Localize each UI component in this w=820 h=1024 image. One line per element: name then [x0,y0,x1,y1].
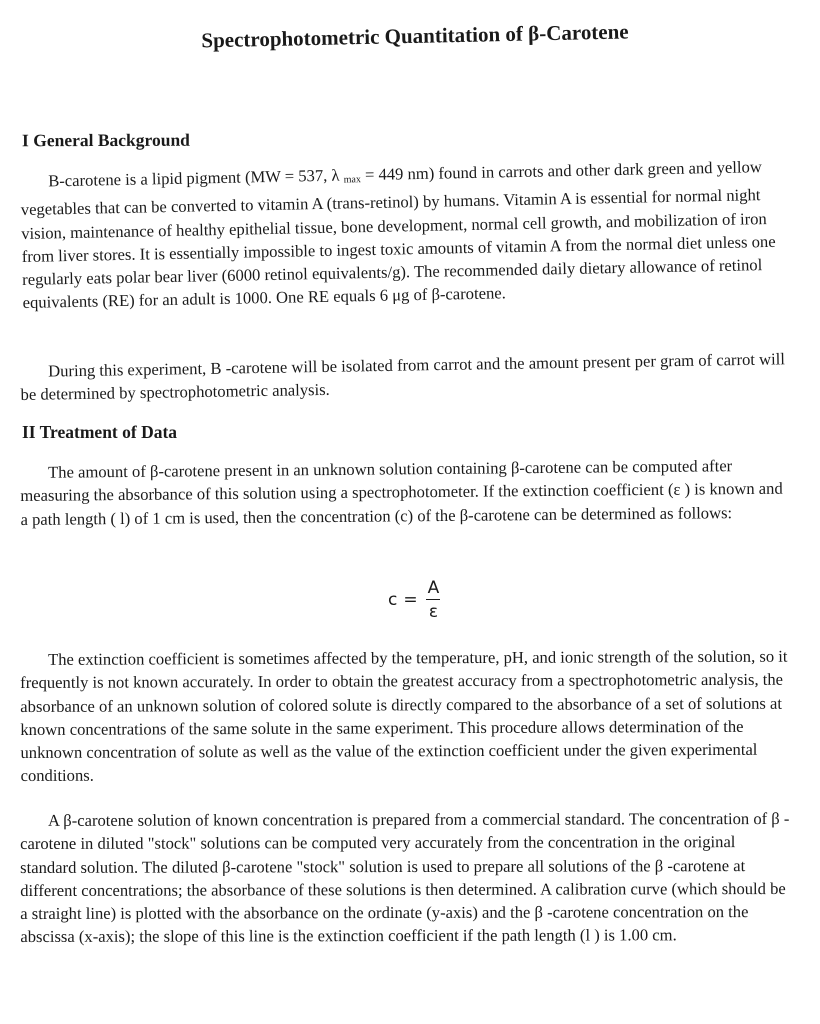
paragraph-background-intro [20,155,793,315]
paragraph-calibration-curve: A β-carotene solution of known concentration is prepared from a commercial standard. The concentration of β -carotene in diluted "stock" solutions can be computed very accurately from the concentration in the original standard solution. The diluted β-carotene "stock" solution is used to prepare all solutions of the β -carotene at different concentrations; the absorbance of these solutions is then determined. A calibration curve (which should be a straight line) is plotted with the absorbance on the ordinate (y-axis) and the β -carotene concentration on the abscissa (x-axis); the slope of this line is the extinction coefficient if the path length (l ) is 1.00 cm. [20,808,790,947]
paragraph-concentration-method: The amount of β-carotene present in an unknown solution containing β-carotene can be computed after measuring the absorbance of this solution using a spectrophotometer. If the extinction coefficient (ε ) is known and a path length ( l) of 1 cm is used, then the concentration (c) of the β-carotene can be determined as follows: [20,456,783,529]
paragraph-extinction-coefficient: The extinction coefficient is sometimes affected by the temperature, pH, and ionic strength of the solution, so it frequently is not known accurately. In order to obtain the greatest accuracy from a spectrophotometric analysis, the absorbance of an unknown solution of colored solute is directly compared to the absorbance of a set of solutions at known concentrations of the same solute in the same experiment. This procedure allows determination of the unknown concentration of solute as well as the value of the extinction coefficient under the given experimental conditions. [20,646,788,786]
paragraph-experiment-overview: During this experiment, B -carotene will be isolated from carrot and the amount present per gram of carrot will be determined by spectrophotometric analysis. [20,349,786,405]
equation-equals-sign: = [403,590,418,610]
section-heading-general-background: I General Background [21,129,190,151]
equation-fraction-bar [426,599,440,600]
concentration-equation [388,578,441,622]
equation-fraction [426,578,442,622]
document-title: Spectrophotometric Quantitation of β-Carotene [201,19,629,53]
paragraph-background-intro-pre: B-carotene is a lipid pigment (MW = 537, λ [48,165,344,191]
equation-denominator: ε [428,602,439,622]
equation-numerator: A [427,578,440,598]
lambda-max-subscript: max [343,174,362,186]
paragraph-background-intro-post: = 449 nm) found in carrots and other dark green and yellow vegetables that can be converted to vitamin A (trans-retinol) by humans. Vitamin A is essential for normal night vision, maintenance of healthy epithelial tissue, bone development, normal cell growth, and mobilization of iron from liver stores. It is essentially impossible to ingest toxic amounts of vitamin A from the normal diet unless one regularly eats polar bear liver (6000 retinol equivalents/g). The recommended daily dietary allowance of retinol equivalents (RE) for an adult is 1000. One RE equals 6 μg of β-carotene. [20,157,776,313]
equation-concentration-symbol: c [388,590,398,610]
section-heading-treatment-of-data: II Treatment of Data [22,422,178,442]
